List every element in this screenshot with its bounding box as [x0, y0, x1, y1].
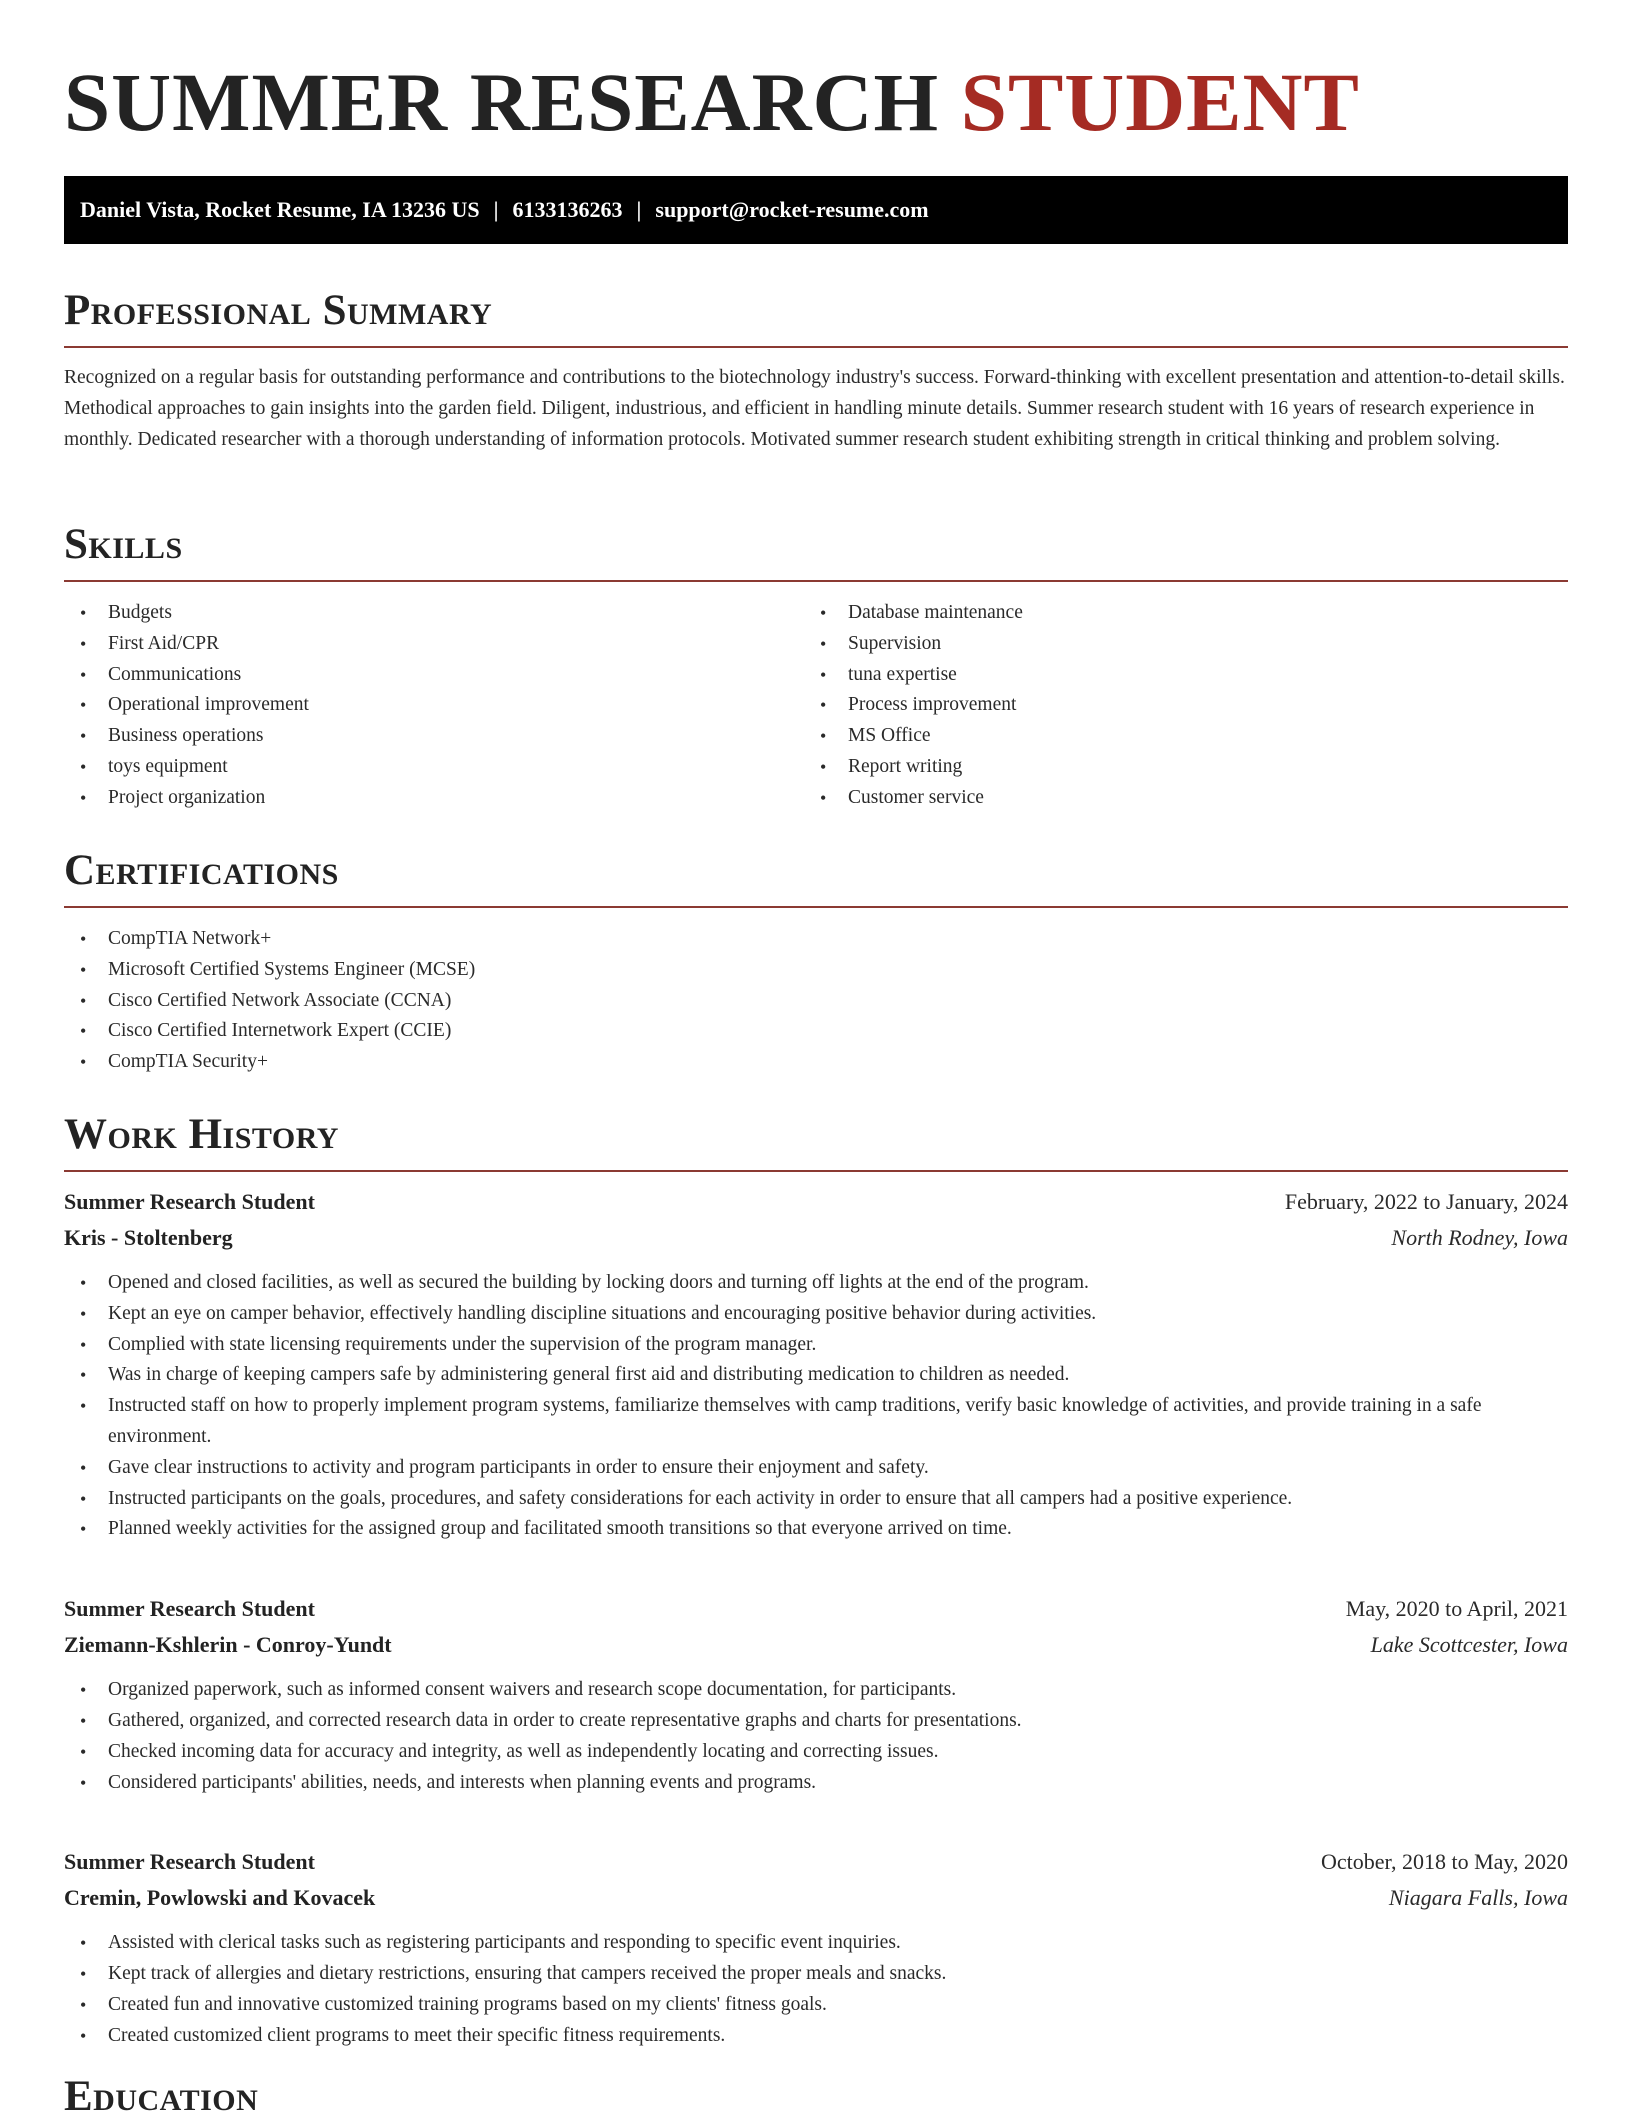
job-company-row — [64, 1880, 1568, 1916]
resume-title — [64, 52, 1360, 152]
job-bullet: • Considered participants' abilities, needs, and interests when planning events and programs. — [64, 1768, 1568, 1799]
certifications-section — [64, 846, 1568, 1078]
job-company: Cremin, Powlowski and Kovacek — [64, 1885, 376, 1911]
job-bullets — [64, 1928, 1568, 2051]
contact-separator: | — [636, 197, 642, 222]
certification-item: • Cisco Certified Internetwork Expert (CCIE) — [64, 1016, 1568, 1047]
section-heading: Education — [64, 2073, 259, 2120]
job-bullet: • Checked incoming data for accuracy and integrity, as well as independently locating and correcting issues. — [64, 1737, 1568, 1768]
job-bullet: • Opened and closed facilities, as well as secured the building by locking doors and turning off lights at the end of the program. — [64, 1268, 1568, 1299]
skill-item: • MS Office — [804, 721, 1544, 752]
job-company: Ziemann-Kshlerin - Conroy-Yundt — [64, 1632, 392, 1658]
section-heading: Certifications — [64, 847, 339, 894]
job-entry — [64, 1591, 1568, 1798]
job-dates: May, 2020 to April, 2021 — [1345, 1596, 1568, 1622]
job-spacer — [64, 1545, 1568, 1591]
professional-summary-section — [64, 286, 1568, 455]
job-entry — [64, 1184, 1568, 1545]
section-divider — [64, 580, 1568, 582]
job-header-row — [64, 1844, 1568, 1880]
title-main: SUMMER RESEARCH — [64, 56, 940, 148]
job-bullets — [64, 1675, 1568, 1798]
job-bullet: • Complied with state licensing requirements under the supervision of the program manager. — [64, 1330, 1568, 1361]
skills-list-right — [804, 598, 1544, 814]
job-location: Lake Scottcester, Iowa — [1370, 1632, 1568, 1658]
section-divider — [64, 906, 1568, 908]
job-title: Summer Research Student — [64, 1596, 315, 1622]
section-divider — [64, 1170, 1568, 1172]
contact-address: Daniel Vista, Rocket Resume, IA 13236 US — [80, 197, 480, 222]
skill-item: • toys equipment — [64, 752, 804, 783]
skill-item: • Customer service — [804, 783, 1544, 814]
skill-item: • Operational improvement — [64, 690, 804, 721]
skills-section — [64, 520, 1568, 814]
section-heading: Skills — [64, 521, 183, 568]
contact-phone[interactable]: 6133136263 — [512, 197, 623, 222]
job-bullets — [64, 1268, 1568, 1545]
job-bullet: • Planned weekly activities for the assigned group and facilitated smooth transitions so that everyone arrived on time. — [64, 1514, 1568, 1545]
skill-item: • Communications — [64, 660, 804, 691]
title-accent: STUDENT — [960, 56, 1360, 148]
skill-item: • Budgets — [64, 598, 804, 629]
skills-columns — [64, 598, 1568, 814]
job-entry — [64, 1844, 1568, 2051]
skill-item: • Supervision — [804, 629, 1544, 660]
work-history-section — [64, 1110, 1568, 2052]
certification-item: • CompTIA Network+ — [64, 924, 1568, 955]
certification-item: • Cisco Certified Network Associate (CCNA) — [64, 986, 1568, 1017]
certification-item: • Microsoft Certified Systems Engineer (MCSE) — [64, 955, 1568, 986]
job-location: Niagara Falls, Iowa — [1388, 1885, 1568, 1911]
job-header-row — [64, 1591, 1568, 1627]
job-dates: October, 2018 to May, 2020 — [1321, 1849, 1568, 1875]
section-divider — [64, 346, 1568, 348]
skills-list-left — [64, 598, 804, 814]
job-company: Kris - Stoltenberg — [64, 1225, 233, 1250]
skill-item: • First Aid/CPR — [64, 629, 804, 660]
contact-separator: | — [493, 197, 499, 222]
job-bullet: • Created customized client programs to meet their specific fitness requirements. — [64, 2021, 1568, 2052]
skill-item: • tuna expertise — [804, 660, 1544, 691]
skill-item: • Database maintenance — [804, 598, 1544, 629]
contact-email[interactable]: support@rocket-resume.com — [655, 197, 929, 222]
job-bullet: • Kept an eye on camper behavior, effectively handling discipline situations and encouraging positive behavior during activities. — [64, 1299, 1568, 1330]
job-bullet: • Instructed staff on how to properly implement program systems, familiarize themselves with camp traditions, verify basic knowledge of activities, and provide training in a safe environment. — [64, 1391, 1568, 1453]
job-company-row — [64, 1627, 1568, 1663]
skill-item: • Report writing — [804, 752, 1544, 783]
job-bullet: • Organized paperwork, such as informed consent waivers and research scope documentation, for participants. — [64, 1675, 1568, 1706]
skill-item: • Business operations — [64, 721, 804, 752]
skill-item: • Project organization — [64, 783, 804, 814]
job-title: Summer Research Student — [64, 1189, 315, 1214]
job-company-row — [64, 1220, 1568, 1256]
certifications-list — [64, 924, 1568, 1078]
job-bullet: • Gathered, organized, and corrected research data in order to create representative graphs and charts for presentations. — [64, 1706, 1568, 1737]
job-bullet: • Assisted with clerical tasks such as registering participants and responding to specific event inquiries. — [64, 1928, 1568, 1959]
job-bullet: • Kept track of allergies and dietary restrictions, ensuring that campers received the proper meals and snacks. — [64, 1959, 1568, 1990]
job-bullet: • Instructed participants on the goals, procedures, and safety considerations for each activity in order to ensure that all campers had a positive experience. — [64, 1484, 1568, 1515]
job-spacer — [64, 1798, 1568, 1844]
section-heading: Professional Summary — [64, 287, 493, 334]
job-header-row — [64, 1184, 1568, 1220]
summary-text: Recognized on a regular basis for outstanding performance and contributions to the biotechnology industry's success. Forward-thinking with excellent presentation and attention-to-detail skills. Methodical approaches to gain insights into the garden field. Diligent, industrious, and efficient in handling minute details. Summer research student with 16 years of research experience in monthly. Dedicated researcher with a thorough understanding of information protocols. Motivated summer research student exhibiting strength in critical thinking and problem solving. — [64, 367, 1565, 450]
job-bullet: • Gave clear instructions to activity and program participants in order to ensure their enjoyment and safety. — [64, 1453, 1568, 1484]
education-section — [64, 2072, 1568, 2122]
job-bullet: • Created fun and innovative customized training programs based on my clients' fitness goals. — [64, 1990, 1568, 2021]
job-location: North Rodney, Iowa — [1391, 1225, 1568, 1250]
contact-bar — [64, 176, 1568, 244]
job-bullet: • Was in charge of keeping campers safe by administering general first aid and distributing medication to children as needed. — [64, 1360, 1568, 1391]
section-heading: Work History — [64, 1111, 339, 1158]
job-dates: February, 2022 to January, 2024 — [1284, 1189, 1568, 1214]
certification-item: • CompTIA Security+ — [64, 1047, 1568, 1078]
job-title: Summer Research Student — [64, 1849, 315, 1875]
skill-item: • Process improvement — [804, 690, 1544, 721]
